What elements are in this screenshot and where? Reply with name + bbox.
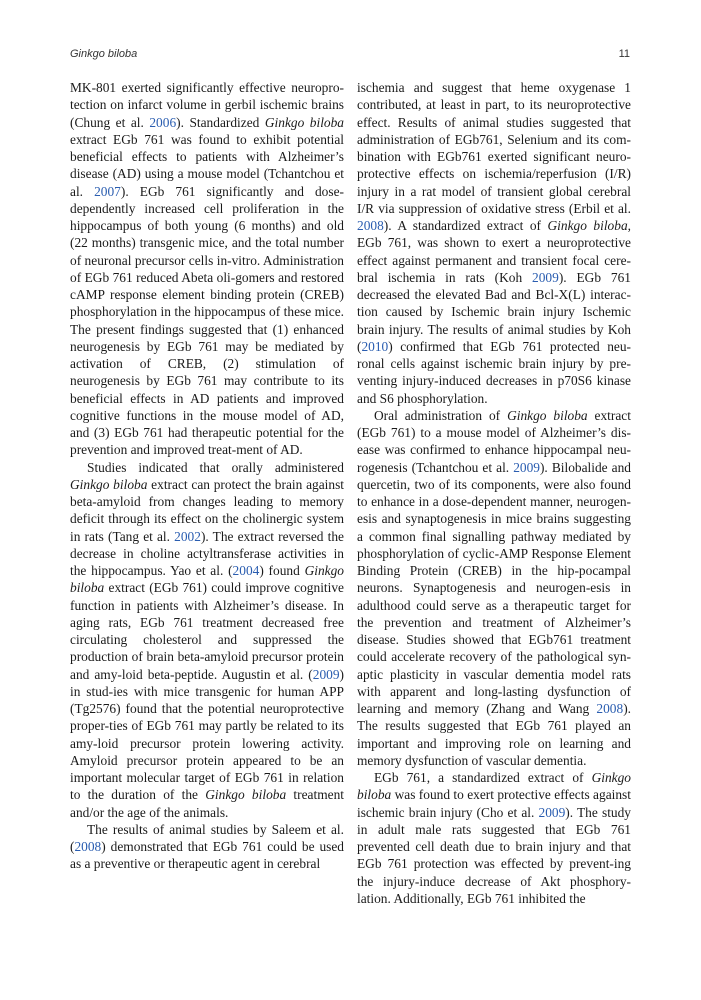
text-run: MK-801 exerted significantly effective neuropro-tection on infarct volume in gerbil ischemic brains (Chung et al. [70,80,344,130]
body-paragraph [70,79,344,459]
text-run: ) demonstrated that EGb 761 could be used as a preventive or therapeutic agent in cerebral [70,839,344,872]
text-run: EGb 761, a standardized extract of [374,770,592,785]
text-run: extract EGb 761 was found to exhibit potential beneficial effects to patients with Alzheimer’s disease (AD) using a mouse model (Tchantchou et al. [70,131,344,199]
text-run: extract (EGb 761) could improve cognitive function in patients with Alzheimer’s disease. In aging rats, EGb 761 treatment decreased free circulating cholesterol and suppressed the production of brain beta-amyloid precursor protein and amy-loid beta-peptide. Augustin et al. ( [70,580,344,682]
text-run: Studies indicated that orally administered [87,459,344,475]
text-run: ) in stud-ies with mice transgenic for human APP (Tg2576) found that the potential neuroprotective proper-ties of EGb 761 may partly be related to its amy-loid precursor protein lowering activity. Amyloid precursor protein appeared to be an important molecular target of EGb 761 in relation to the duration of the [70,666,344,803]
citation-year-link[interactable]: 2008 [357,218,384,233]
italic-species-name: Ginkgo biloba [70,563,344,596]
running-header [70,48,630,68]
body-paragraph [70,821,344,873]
text-run: ). EGb 761 decreased the elevated Bad and Bcl-X(L) interac-tion caused by Ischemic brain injury Ischemic brain injury. The results of animal studies by Koh ( [357,269,631,354]
citation-year-link[interactable]: 2009 [532,269,559,285]
text-run: ). A standardized extract of [383,218,548,233]
italic-species-name: Ginkgo biloba [205,787,287,803]
citation-year-link[interactable]: 2009 [513,459,540,475]
text-run: Oral administration of [374,407,508,423]
text-run: ). Standardized [176,114,265,130]
text-run: ischemia and suggest that heme oxygenase 1 contributed, at least in part, to its neuroprotective effect. Results of animal studies suggested that administration of EGb761, Selenium and its com-bination with EGb761 exerted significant neuro-protective effects on ischemia/reperfusion (I/R) injury in a rat model of transient global cerebral I/R via suppression of oxidative stress (Erbil et al. [357,80,631,216]
text-run: was found to exert protective effects against ischemic brain injury (Cho et al. [357,787,631,820]
citation-year-link[interactable]: 2009 [312,666,340,682]
italic-species-name: Ginkgo biloba [357,770,631,803]
text-run: ). The extract reversed the decrease in choline actyltransferase activities in the hippocampus. Yao et al. ( [70,528,344,578]
citation-year-link[interactable]: 2006 [149,114,177,130]
running-title: Ginkgo biloba [70,48,138,60]
citation-year-link[interactable]: 2010 [361,338,389,354]
citation-year-link[interactable]: 2008 [74,839,102,854]
text-run: ) confirmed that EGb 761 protected neu-ronal cells against ischemic brain injury by pre-venting injury-induced decreases in p70S6 kinase and S6 phosphorylation. [357,338,631,406]
citation-year-link[interactable]: 2009 [538,804,566,820]
text-run: , EGb 761, was shown to exert a neuroprotective effect against permanent and transient focal cere-bral ischemia in rats (Koh [357,218,631,285]
body-paragraph [357,79,631,407]
italic-species-name: Ginkgo biloba [264,114,345,130]
italic-species-name: Ginkgo biloba [547,218,628,233]
citation-year-link[interactable]: 2007 [94,183,121,199]
text-run: ). EGb 761 significantly and dose-dependently increased cell proliferation in the hippocampus of both young (6 months) and old (22 months) transgenic mice, and the total number of neuronal precursor cells in-vitro. Administration of EGb 761 reduced Abeta oli-gomers and restored cAMP response element binding protein (CREB) phosphorylation in the hippocampus of these mice. The present findings suggested that (1) enhanced neurogenesis by EGb 761 may be mediated by activation of CREB, (2) stimulation of neurogenesis by EGb 761 may contribute to its beneficial effects in AD patients and improved cognitive functions in the mouse model of AD, and (3) EGb 761 had therapeutic potential for the prevention and improved treat-ment of AD. [70,183,344,458]
citation-year-link[interactable]: 2004 [232,563,260,578]
text-run: The results of animal studies by Saleem et al. ( [70,821,344,854]
page-number: 11 [618,48,630,60]
text-run: extract can protect the brain against beta-amyloid from changes leading to memory deficit through its effect on the cholinergic system in rats (Tang et al. [70,476,344,544]
text-run: treatment and/or the age of the animals. [70,787,344,820]
citation-year-link[interactable]: 2008 [596,701,624,716]
right-column [357,79,631,907]
text-run: ). The results suggested that EGb 761 played an important and improving role on learning and memory dysfunction of vascular dementia. [357,701,631,768]
citation-year-link[interactable]: 2002 [174,528,201,544]
italic-species-name: Ginkgo biloba [507,407,588,423]
text-run: ). The study in adult male rats suggested that EGb 761 prevented cell death due to brain injury and that EGb 761 protection was effected by prevent-ing the injury-induce decrease of Akt phosphory-lation. Additionally, EGb 761 inhibited the [357,804,631,906]
body-paragraph [357,407,631,769]
body-paragraph [357,769,631,907]
left-column [70,79,344,873]
body-paragraph [70,459,344,821]
text-run: ) found [259,563,305,578]
italic-species-name: Ginkgo biloba [70,476,148,492]
text-run: ). Bilobalide and quercetin, two of its components, were also found to enhance in a dose-dependent manner, neurogen-esis and synaptogenesis in mice brains suggesting a common final signalling pathway mediated by phosphorylation of cyclic-AMP Response Element Binding Protein (CREB) in the hip-pocampal neurons. Synaptogenesis and neurogen-esis in adulthood could serve as a therapeutic target for the prevention and treatment of Alzheimer’s disease. Studies showed that EGb761 treatment could accelerate recovery of the pathological syn-aptic plasticity in vascular dementia model rats with apparent and long-lasting dysfunction of learning and memory (Zhang and Wang [357,459,631,716]
text-run: extract (EGb 761) to a mouse model of Alzheimer’s dis-ease was confirmed to enhance hippocampal neu-rogenesis (Tchantchou et al. [357,407,631,475]
